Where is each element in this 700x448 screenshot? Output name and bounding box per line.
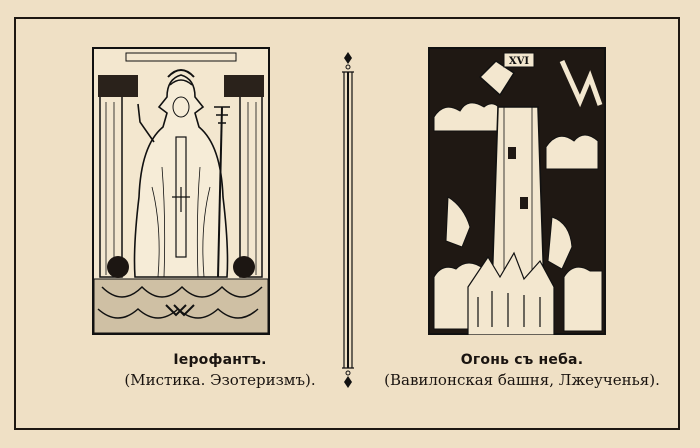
- hierophant-card-illustration: [92, 47, 270, 335]
- ornamental-divider: [338, 50, 358, 394]
- card-title: Iерофантъ.: [173, 352, 267, 368]
- hierophant-caption: [120, 352, 320, 389]
- card-title: Огонь съ неба.: [460, 352, 584, 368]
- card-numeral: XVI: [508, 56, 530, 67]
- tower-caption: [372, 352, 672, 389]
- card-subtitle: (Мистика. Эзотеризмъ).: [124, 371, 316, 389]
- tower-card-illustration: [428, 47, 606, 335]
- card-subtitle: (Вавилонская башня, Лжеученья).: [384, 371, 660, 389]
